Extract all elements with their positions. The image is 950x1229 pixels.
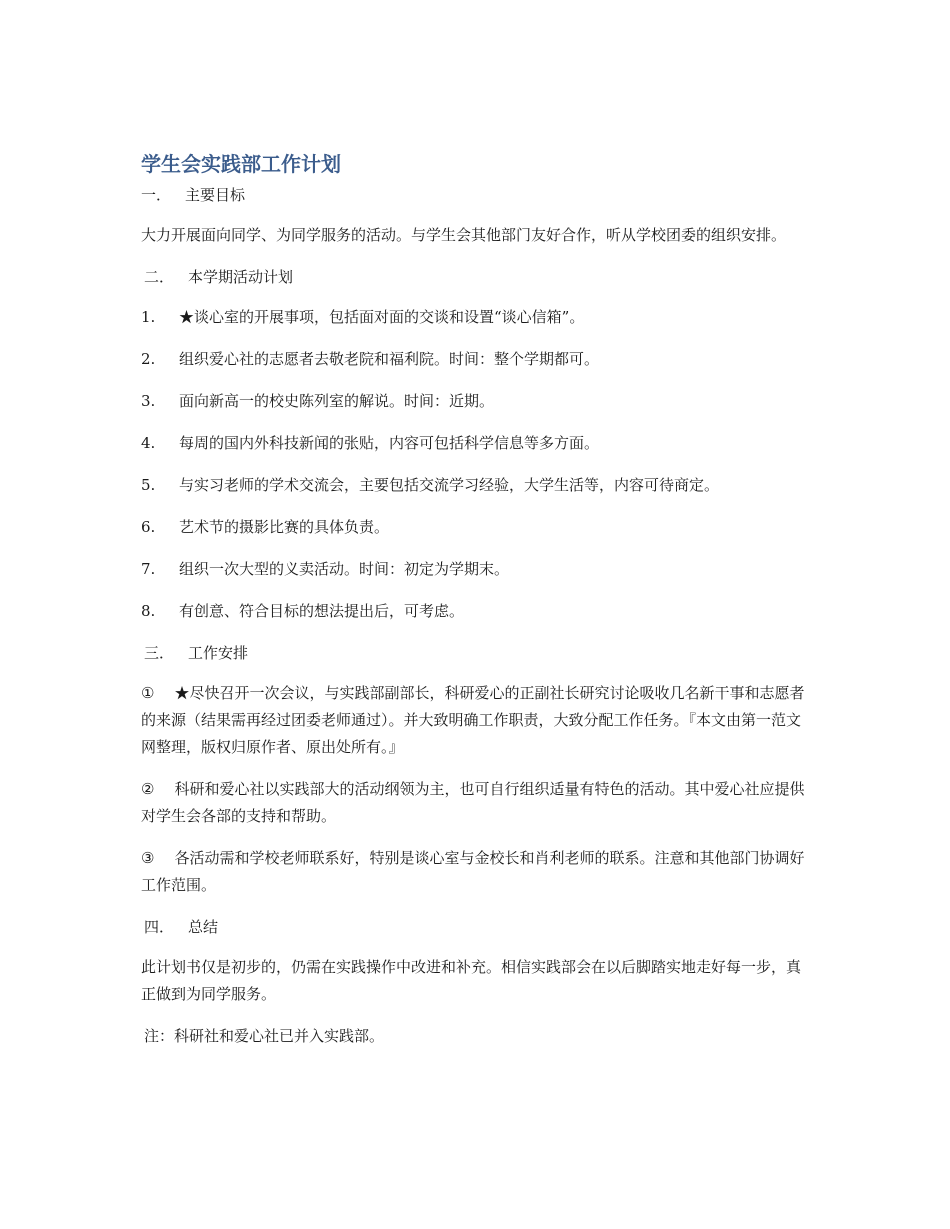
section-number: 一． (141, 186, 172, 204)
list-item (141, 556, 811, 583)
arrangement-text: 各活动需和学校老师联系好，特别是谈心室与金校长和肖利老师的联系。注意和其他部门协调好工作范围。 (141, 849, 805, 894)
list-item-number: 5. (141, 476, 156, 494)
arrangement-marker: ① (141, 684, 155, 702)
section-number: 四． (144, 918, 175, 936)
list-item-number: 4. (141, 434, 156, 452)
list-item (141, 304, 811, 331)
list-item (141, 598, 811, 625)
list-item-number: 2. (141, 350, 156, 368)
section-heading-activity-plan (144, 264, 811, 290)
list-item-number: 8. (141, 602, 156, 620)
arrangement-item (141, 845, 811, 899)
arrangement-item (141, 680, 811, 761)
list-item-text: 面向新高一的校史陈列室的解说。时间：近期。 (179, 392, 495, 410)
list-item-text: ★谈心室的开展事项，包括面对面的交谈和设置“谈心信箱”。 (179, 308, 585, 326)
arrangement-marker: ③ (141, 849, 155, 867)
arrangement-marker: ② (141, 780, 155, 798)
list-item-number: 7. (141, 560, 156, 578)
list-item-text: 与实习老师的学术交流会，主要包括交流学习经验，大学生活等，内容可待商定。 (179, 476, 720, 494)
list-item (141, 514, 811, 541)
section-heading-summary (144, 914, 811, 940)
goals-paragraph: 大力开展面向同学、为同学服务的活动。与学生会其他部门友好合作，听从学校团委的组织安排。 (141, 226, 787, 244)
arrangement-text: ★尽快召开一次会议，与实践部副部长，科研爱心的正副社长研究讨论吸收几名新干事和志愿者的来源（结果需再经过团委老师通过）。并大致明确工作职责，大致分配工作任务。『本文由第一范文网整理，版权归原作者、原出处所有。』 (141, 684, 805, 756)
note: 注：科研社和爱心社已并入实践部。 (144, 1027, 385, 1045)
list-item (141, 472, 811, 499)
arrangement-item (141, 776, 811, 830)
list-item-text: 每周的国内外科技新闻的张贴，内容可包括科学信息等多方面。 (179, 434, 600, 452)
section-number: 二． (144, 268, 175, 286)
summary-paragraph: 此计划书仅是初步的，仍需在实践操作中改进和补充。相信实践部会在以后脚踏实地走好每一步，真正做到为同学服务。 (141, 958, 802, 1003)
section-title: 主要目标 (185, 186, 246, 204)
section-title: 本学期活动计划 (188, 268, 294, 286)
list-item-text: 组织爱心社的志愿者去敬老院和福利院。时间：整个学期都可。 (179, 350, 600, 368)
list-item (141, 388, 811, 415)
list-item-text: 有创意、符合目标的想法提出后，可考虑。 (179, 602, 465, 620)
list-item-number: 3. (141, 392, 156, 410)
list-item-number: 6. (141, 518, 156, 536)
document-page (141, 150, 811, 1065)
arrangement-text: 科研和爱心社以实践部大的活动纲领为主，也可自行组织适量有特色的活动。其中爱心社应提供对学生会各部的支持和帮助。 (141, 780, 805, 825)
list-item-number: 1. (141, 308, 156, 326)
section-heading-work-arrangement (144, 640, 811, 666)
section-title: 工作安排 (188, 644, 249, 662)
section-heading-goals (141, 182, 811, 208)
list-item (141, 430, 811, 457)
list-item-text: 组织一次大型的义卖活动。时间：初定为学期末。 (179, 560, 510, 578)
list-item (141, 346, 811, 373)
section-title: 总结 (188, 918, 219, 936)
document-title: 学生会实践部工作计划 (141, 152, 341, 176)
section-number: 三． (144, 644, 175, 662)
list-item-text: 艺术节的摄影比赛的具体负责。 (179, 518, 390, 536)
